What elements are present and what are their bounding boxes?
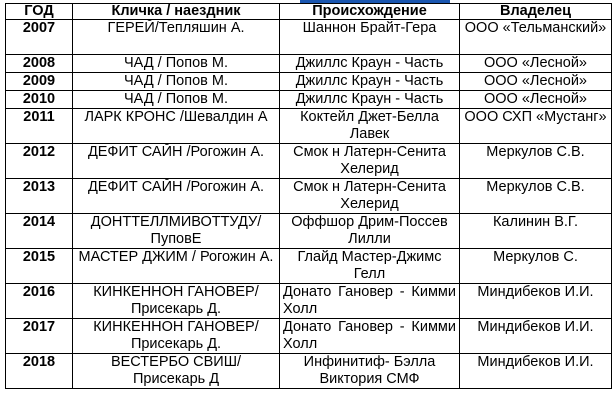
header-year: ГОД — [6, 4, 73, 20]
year-cell: 2010 — [6, 91, 73, 109]
name-driver-cell: ДЕФИТ САЙН /Рогожин А. — [73, 179, 280, 214]
table-row — [6, 249, 612, 284]
owner-cell: Калинин В.Г. — [460, 214, 612, 249]
header-name-driver: Кличка / наездник — [73, 4, 280, 20]
origin-cell: Донато Гановер - Кимми Холл — [280, 319, 460, 354]
origin-cell: Шаннон Брайт-Гера — [280, 20, 460, 55]
table-row — [6, 73, 612, 91]
year-cell: 2014 — [6, 214, 73, 249]
table-row — [6, 179, 612, 214]
origin-cell: Оффшор Дрим-Поссев Лилли — [280, 214, 460, 249]
year-cell: 2017 — [6, 319, 73, 354]
winners-table — [5, 3, 612, 389]
owner-cell: ООО «Лесной» — [460, 91, 612, 109]
name-driver-cell: ЧАД / Попов М. — [73, 91, 280, 109]
name-driver-cell: ЧАД / Попов М. — [73, 55, 280, 73]
name-driver-cell: ВЕСТЕРБО СВИШ/ Присекарь Д — [73, 354, 280, 389]
origin-cell: Смок н Латерн-Сенита Хелерид — [280, 179, 460, 214]
name-driver-cell: ДОНТТЕЛЛМИВОТТУДУ/ ПуповЕ — [73, 214, 280, 249]
table-row — [6, 284, 612, 319]
owner-cell: Миндибеков И.И. — [460, 319, 612, 354]
table-header-row — [6, 4, 612, 20]
owner-cell: ООО «Лесной» — [460, 73, 612, 91]
owner-cell: Меркулов С. — [460, 249, 612, 284]
year-cell: 2015 — [6, 249, 73, 284]
table-row — [6, 144, 612, 179]
origin-cell: Джиллс Краун - Часть — [280, 91, 460, 109]
table-row — [6, 354, 612, 389]
owner-cell: Миндибеков И.И. — [460, 354, 612, 389]
year-cell: 2012 — [6, 144, 73, 179]
table-row — [6, 319, 612, 354]
header-origin: Происхождение — [280, 4, 460, 20]
table-row — [6, 55, 612, 73]
table-row — [6, 91, 612, 109]
year-cell: 2013 — [6, 179, 73, 214]
year-cell: 2007 — [6, 20, 73, 55]
year-cell: 2016 — [6, 284, 73, 319]
origin-cell: Глайд Мастер-Джимс Гелл — [280, 249, 460, 284]
name-driver-cell: ГЕРЕЙ/Тепляшин А. — [73, 20, 280, 55]
owner-cell: Меркулов С.В. — [460, 144, 612, 179]
owner-cell: Миндибеков И.И. — [460, 284, 612, 319]
origin-cell: Джиллс Краун - Часть — [280, 73, 460, 91]
header-owner: Владелец — [460, 4, 612, 20]
name-driver-cell: МАСТЕР ДЖИМ / Рогожин А. — [73, 249, 280, 284]
origin-cell: Смок н Латерн-Сенита Хелерид — [280, 144, 460, 179]
table-row — [6, 20, 612, 55]
year-cell: 2009 — [6, 73, 73, 91]
year-cell: 2008 — [6, 55, 73, 73]
owner-cell: ООО «Тельманский» — [460, 20, 612, 55]
origin-cell: Джиллс Краун - Часть — [280, 55, 460, 73]
table-row — [6, 214, 612, 249]
year-cell: 2018 — [6, 354, 73, 389]
name-driver-cell: КИНКЕННОН ГАНОВЕР/ Присекарь Д. — [73, 319, 280, 354]
table-row — [6, 109, 612, 144]
owner-cell: ООО «Лесной» — [460, 55, 612, 73]
origin-cell: Инфинитиф- Бэлла Виктория СМФ — [280, 354, 460, 389]
name-driver-cell: ЛАРК КРОНС /Шевалдин А — [73, 109, 280, 144]
year-cell: 2011 — [6, 109, 73, 144]
origin-cell: Донато Гановер - Кимми Холл — [280, 284, 460, 319]
name-driver-cell: КИНКЕННОН ГАНОВЕР/ Присекарь Д. — [73, 284, 280, 319]
name-driver-cell: ЧАД / Попов М. — [73, 73, 280, 91]
origin-cell: Коктейл Джет-Белла Лавек — [280, 109, 460, 144]
owner-cell: ООО СХП «Мустанг» — [460, 109, 612, 144]
name-driver-cell: ДЕФИТ САЙН /Рогожин А. — [73, 144, 280, 179]
owner-cell: Меркулов С.В. — [460, 179, 612, 214]
